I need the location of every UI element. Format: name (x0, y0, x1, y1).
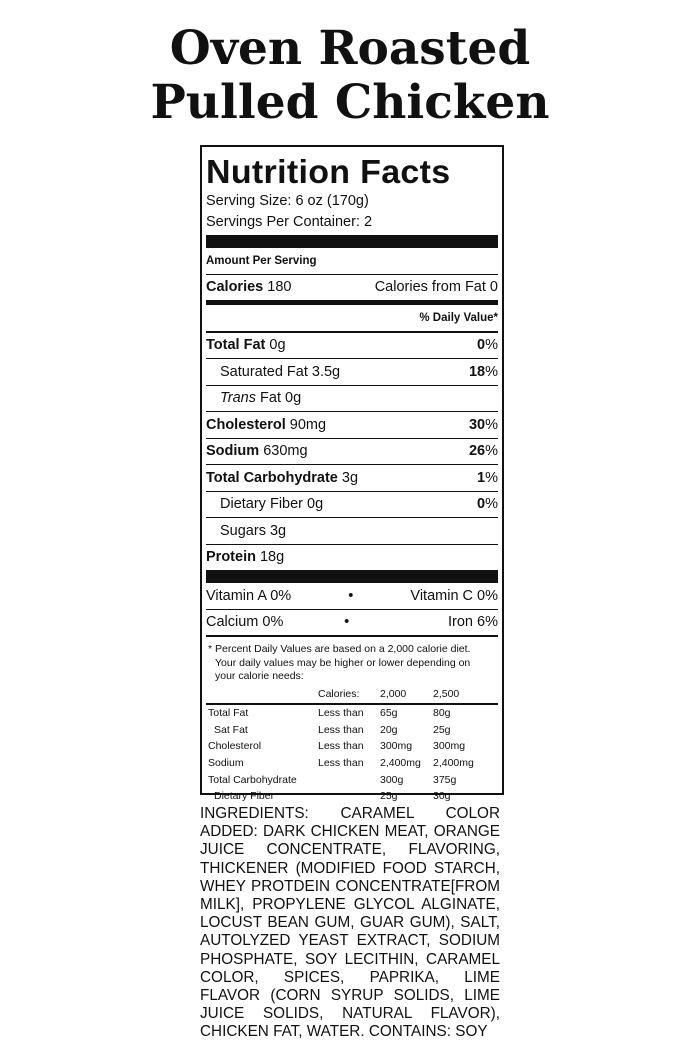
nutrient-row (206, 386, 498, 413)
ingredients-list: INGREDIENTS: CARAMEL COLOR ADDED: DARK CHICKEN MEAT, ORANGE JUICE CONCENTRATE, FLAVORING, THICKENER (MODIFIED FOOD STARCH, WHEY PROTDEIN CONCENTRATE[FROM MILK], PROPYLENE GLYCOL ALGINATE, LOCUST BEAN GUM, GUAR GUM), SALT, AUTOLYZED YEAST EXTRACT, SODIUM PHOSPHATE, SOY LECITHIN, CARAMEL COLOR, SPICES, PAPRIKA, LIME FLAVOR (CORN SYRUP SOLIDS, LIME JUICE SOLIDS, NATURAL FLAVOR), CHICKEN FAT, WATER. CONTAINS: SOY (200, 805, 500, 1041)
table-cell: 2,000 (380, 686, 433, 704)
nutrient-row (206, 492, 498, 519)
calories-row (206, 275, 498, 301)
nutrient-name: Total Carbohydrate (206, 469, 338, 486)
pct: % (485, 416, 498, 433)
daily-value-header (206, 305, 498, 333)
table-cell: 30g (433, 790, 451, 803)
calories (206, 279, 291, 295)
table-cell: 80g (433, 706, 451, 719)
nutrient-row (206, 465, 498, 492)
nutrient-row (206, 412, 498, 439)
footnote-line: Your daily values may be higher or lower depending on (215, 656, 471, 669)
nutrient-row (206, 545, 498, 571)
nutrient-row (206, 333, 498, 360)
pct: % (485, 363, 498, 380)
table-cell: 2,500 (433, 686, 498, 704)
vitamin-left: Calcium 0% (206, 614, 284, 631)
footnote-line: * Percent Daily Values are based on a 2,000 calorie diet. (208, 643, 471, 655)
divider-thick (206, 235, 498, 248)
vitamin-left: Vitamin A 0% (206, 587, 292, 604)
pct: % (485, 496, 498, 513)
nutrient-name: Dietary Fiber (220, 496, 303, 513)
bullet: • (344, 614, 350, 631)
amount-per-serving-text: Amount Per Serving (206, 254, 317, 267)
table-cell: Sodium (208, 756, 244, 769)
table-cell: 300mg (380, 740, 413, 753)
table-cell: 25g (380, 790, 398, 803)
table-header (206, 686, 498, 704)
nutrient-dv: 26 (468, 443, 486, 460)
table-cell (318, 771, 380, 788)
nutrient-amount: 0g (307, 496, 324, 513)
table-cell: Less than (318, 723, 364, 736)
nutrient-name: Sugars (220, 522, 266, 539)
nutrient-amount: 630mg (263, 443, 308, 460)
table-cell: Less than (318, 740, 364, 753)
table-row (206, 771, 498, 788)
vitamin-row (206, 583, 498, 610)
nutrient-name: Protein (206, 549, 256, 566)
divider-thick (206, 570, 498, 583)
nutrient-name: Sodium (206, 443, 260, 460)
table-cell: 300mg (433, 740, 466, 753)
nutrient-row (206, 518, 498, 545)
calories-value: 180 (267, 279, 292, 296)
bullet: • (348, 587, 354, 604)
table-cell: Dietary Fiber (214, 790, 275, 803)
table-cell: 2,400mg (380, 756, 421, 769)
nutrient-dv: 0 (477, 337, 486, 354)
pct: % (485, 469, 498, 486)
daily-values-table (206, 686, 498, 805)
servings-per-container: Servings Per Container: 2 (206, 214, 373, 230)
product-title (0, 22, 700, 130)
title-line-1: Oven Roasted (169, 21, 531, 76)
pct: % (485, 337, 498, 354)
table-row (206, 704, 498, 722)
table-cell: Calories: (318, 686, 380, 704)
nutrient-amount: 90mg (289, 416, 327, 433)
amount-per-serving (206, 248, 498, 275)
nutrient-amount: 0g (285, 390, 302, 407)
pct: % (485, 443, 498, 460)
daily-value-header-text: % Daily Value* (419, 311, 498, 324)
table-cell: 65g (380, 706, 398, 719)
table-row (206, 788, 498, 805)
vitamin-row (206, 610, 498, 638)
table-row (206, 755, 498, 772)
serving-size: Serving Size: 6 oz (170g) (206, 193, 369, 209)
table-row (206, 738, 498, 755)
calories-label: Calories (206, 279, 264, 296)
table-cell: Less than (318, 706, 364, 719)
nutrient-amount: 3g (269, 522, 287, 539)
footnote-line: your calorie needs: (215, 670, 304, 682)
nutrient-dv: 1 (477, 469, 486, 486)
nutrient-row (206, 359, 498, 386)
table-cell (318, 788, 380, 805)
nutrient-amount: 3g (341, 469, 359, 486)
nutrient-amount: 3.5g (311, 363, 341, 380)
table-cell: Sat Fat (214, 723, 248, 736)
table-row (206, 721, 498, 738)
nutrient-name: Total Fat (206, 337, 266, 354)
nutrient-dv: 30 (468, 416, 486, 433)
table-cell: Cholesterol (208, 740, 262, 753)
nutrient-dv: 0 (477, 496, 486, 513)
nutrient-name-2: Fat (260, 390, 281, 407)
table-cell: Total Carbohydrate (208, 773, 297, 786)
table-cell: 2,400mg (433, 756, 474, 769)
vitamin-right: Iron 6% (448, 614, 498, 631)
nutrient-name: Cholesterol (206, 416, 286, 433)
nutrition-facts-label (200, 145, 504, 803)
table-cell: 300g (380, 773, 404, 786)
table-cell: Total Fat (208, 706, 249, 719)
table-cell: 25g (433, 723, 451, 736)
nutrient-amount: 0g (269, 337, 286, 354)
footnote (206, 637, 498, 684)
label-heading: Nutrition Facts (206, 153, 451, 190)
calories-from-fat: Calories from Fat 0 (374, 279, 498, 296)
vitamin-right: Vitamin C 0% (410, 587, 498, 604)
nutrient-name: Saturated Fat (220, 363, 308, 380)
table-cell: Less than (318, 756, 364, 769)
table-cell: 375g (433, 773, 457, 786)
nutrient-name: Trans (220, 390, 256, 407)
nutrient-amount: 18g (259, 549, 285, 566)
table-cell (206, 686, 318, 704)
table-cell: 20g (380, 723, 398, 736)
nutrient-dv: 18 (468, 363, 486, 380)
title-line-2: Pulled Chicken (150, 75, 550, 130)
nutrient-row (206, 439, 498, 466)
